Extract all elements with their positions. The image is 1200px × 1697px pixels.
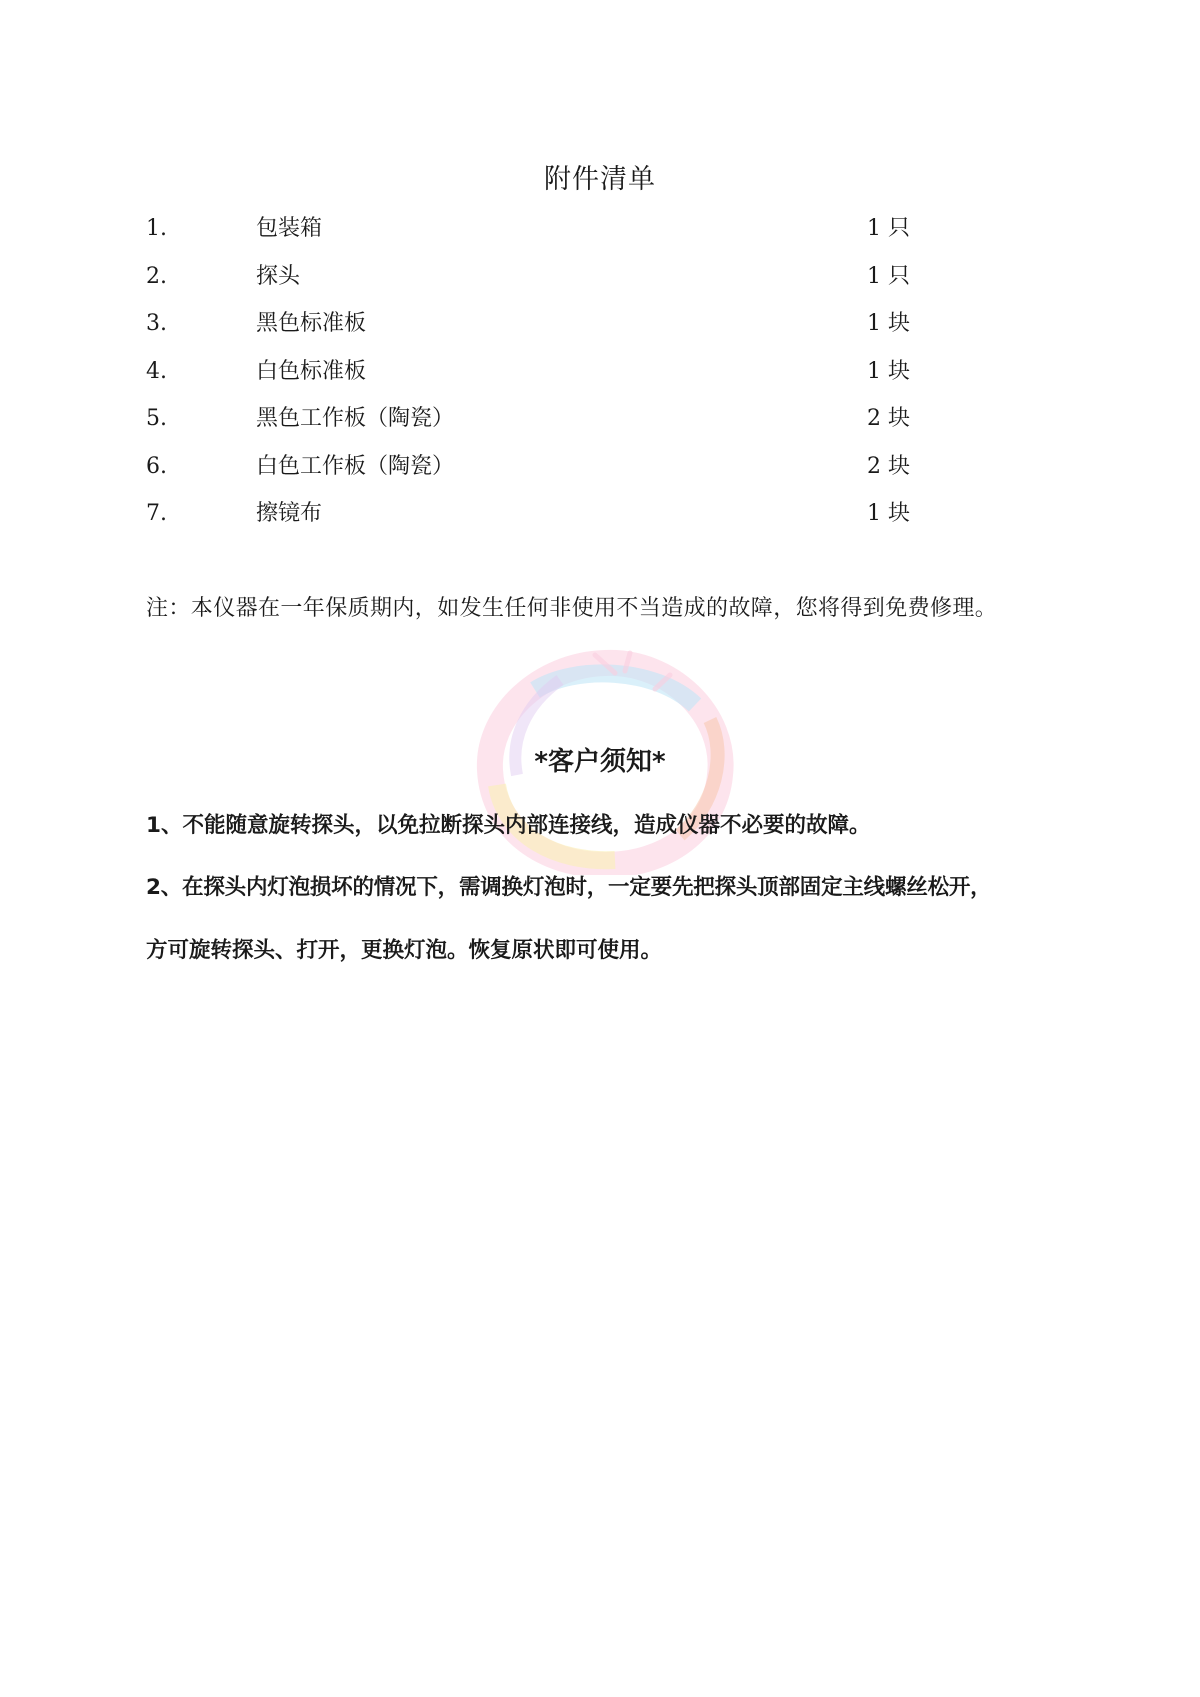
list-item [146, 452, 946, 500]
item-number: 6. [146, 453, 167, 479]
list-item [146, 214, 946, 262]
item-name: 擦镜布 [256, 501, 323, 526]
item-number: 5. [146, 406, 167, 431]
list-item [146, 309, 946, 357]
notice-item-2-line-2: 方可旋转探头、打开，更换灯泡。恢复原状即可使用。 [146, 938, 663, 963]
item-number: 1. [146, 216, 167, 241]
document-title: 附件清单 [544, 164, 656, 195]
list-item [146, 262, 946, 310]
item-quantity: 1 块 [867, 311, 910, 336]
item-name: 白色标准板 [256, 358, 367, 384]
item-number: 2. [146, 263, 167, 289]
item-number: 4. [146, 358, 167, 384]
item-quantity: 1 只 [867, 263, 910, 289]
item-name: 黑色标准板 [256, 311, 367, 336]
warranty-note: 注：本仪器在一年保质期内，如发生任何非使用不当造成的故障，您将得到免费修理。 [146, 596, 998, 621]
item-quantity: 2 块 [867, 453, 910, 479]
item-quantity: 2 块 [867, 406, 910, 431]
item-name: 探头 [256, 263, 301, 289]
list-item [146, 499, 946, 547]
item-name: 黑色工作板（陶瓷） [256, 406, 455, 431]
item-number: 3. [146, 311, 167, 336]
item-name: 包装箱 [256, 216, 323, 241]
notice-title: *客户须知* [534, 747, 666, 777]
notice-item-1: 1、不能随意旋转探头，以免拉断探头内部连接线，造成仪器不必要的故障。 [146, 813, 871, 838]
item-quantity: 1 只 [867, 216, 910, 241]
item-quantity: 1 块 [867, 501, 910, 526]
list-item [146, 357, 946, 405]
item-quantity: 1 块 [867, 358, 910, 384]
notice-item-2-line-1: 2、在探头内灯泡损坏的情况下，需调换灯泡时，一定要先把探头顶部固定主线螺丝松开， [146, 875, 992, 900]
accessory-list [146, 214, 946, 547]
item-number: 7. [146, 501, 167, 526]
list-item [146, 404, 946, 452]
item-name: 白色工作板（陶瓷） [256, 453, 455, 479]
